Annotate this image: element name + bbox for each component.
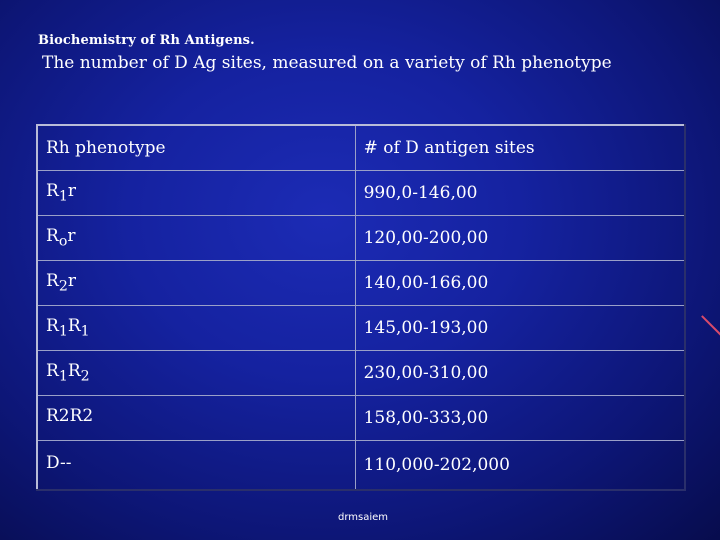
table-row [37,171,685,216]
slide-subtitle: The number of D Ag sites, measured on a variety of Rh phenotype [42,53,612,73]
phenotype-cell: $R_1r$ [37,171,355,216]
phenotype-cell: $R_1R_1$ [37,306,355,351]
d-sites-cell: 140,00-166,00 [355,261,685,306]
d-sites-cell: 990,0-146,00 [355,171,685,216]
rh-antigen-table [36,124,686,491]
column-header-d-antigen-sites: # of D antigen sites [355,125,685,171]
table-row [37,351,685,396]
d-sites-cell: 230,00-310,00 [355,351,685,396]
phenotype-cell: D-- [37,441,355,491]
phenotype-cell: $R_1R_2$ [37,351,355,396]
phenotype-cell: $R_or$ [37,216,355,261]
decorative-line [701,315,720,337]
slide-footer: drmsaiem [338,512,389,523]
table-row [37,441,685,491]
table-row [37,306,685,351]
phenotype-cell: $R_2r$ [37,261,355,306]
table-row [37,216,685,261]
table-row [37,396,685,441]
table-row [37,261,685,306]
phenotype-cell: R2R2 [37,396,355,441]
d-sites-cell: 145,00-193,00 [355,306,685,351]
column-header-phenotype: Rh phenotype [37,125,355,171]
d-sites-cell: 110,000-202,000 [355,441,685,491]
table-header-row [37,125,685,171]
d-sites-cell: 120,00-200,00 [355,216,685,261]
slide-title: Biochemistry of Rh Antigens. [38,33,255,48]
d-sites-cell: 158,00-333,00 [355,396,685,441]
